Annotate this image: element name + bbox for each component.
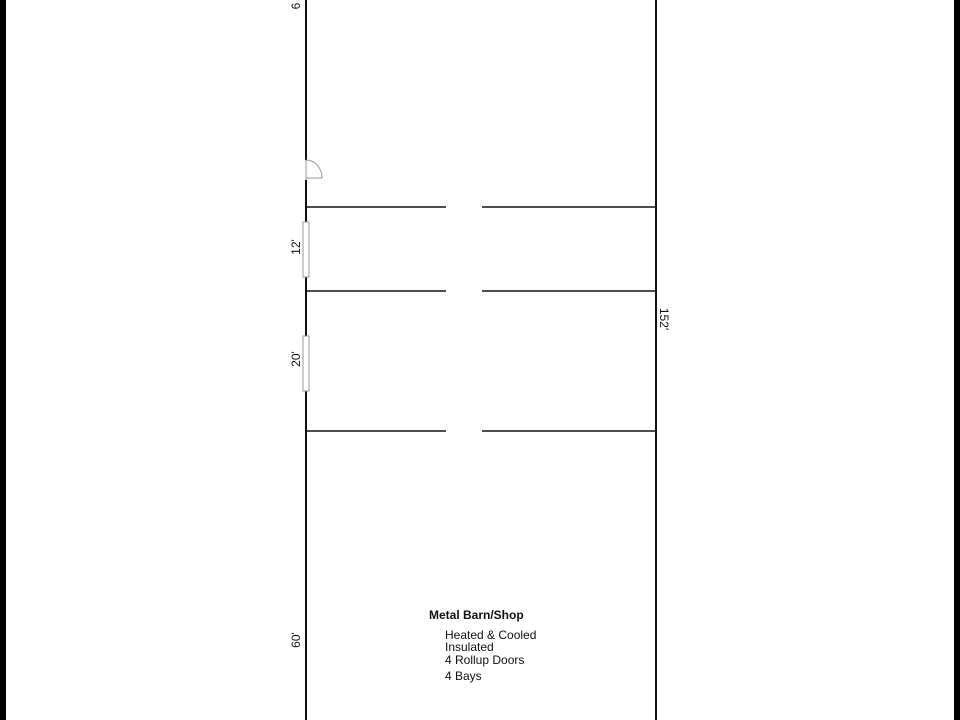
dimension-bottom-left: 60': [289, 632, 303, 648]
dimension-top-left: 6: [289, 2, 303, 10]
dimension-door-lower: 20': [289, 351, 303, 367]
building-note: Heated & Cooled: [445, 628, 537, 642]
building-title: Metal Barn/Shop: [429, 608, 524, 622]
swing-door-icon: [303, 160, 322, 180]
building-note: 4 Rollup Doors: [445, 653, 525, 667]
rollup-door-icon: [303, 336, 309, 391]
rollup-door-icon: [303, 222, 309, 277]
building-note: 4 Bays: [445, 669, 482, 683]
dimension-door-upper: 12': [289, 239, 303, 255]
building-note: Insulated: [445, 640, 494, 654]
dimension-right-side: 152': [657, 307, 671, 331]
